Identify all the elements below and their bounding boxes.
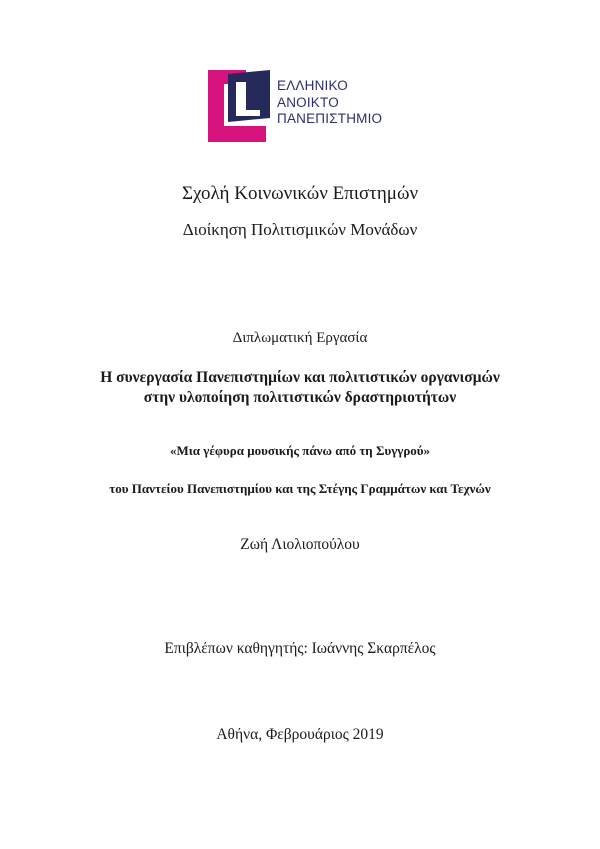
thesis-subtitle-line-1: «Μια γέφυρα μουσικής πάνω από τη Συγγρού»: [169, 443, 431, 458]
thesis-type: Διπλωματική Εργασία: [232, 330, 368, 346]
logo-line-3: ΠΑΝΕΠΙΣΤΗΜΙΟ: [277, 111, 383, 126]
logo-line-2: ΑΝΟΙΚΤΟ: [277, 94, 339, 110]
logo-line-1: ΕΛΛΗΝΙΚΟ: [277, 78, 348, 93]
thesis-title-line-2: στην υλοποίηση πολιτιστικών δραστηριοτήτων: [143, 389, 457, 406]
supervisor: Επιβλέπων καθηγητής: Ιωάννης Σκαρπέλος: [164, 640, 436, 657]
author-name: Ζωή Λιολιοπούλου: [240, 536, 360, 553]
university-logo-mark-icon: [208, 70, 280, 142]
university-logo: [208, 70, 398, 142]
university-logo-wordmark: [277, 78, 382, 128]
school-name: Σχολή Κοινωνικών Επιστημών: [181, 183, 419, 204]
thesis-subtitle-line-2: του Παντείου Πανεπιστημίου και της Στέγης Γραμμάτων και Τεχνών: [109, 481, 491, 496]
department-name: Διοίκηση Πολιτισμικών Μονάδων: [182, 220, 418, 239]
thesis-title-line-1: Η συνεργασία Πανεπιστημίων και πολιτιστικών οργανισμών: [100, 369, 500, 386]
place-and-date: Αθήνα, Φεβρουάριος 2019: [216, 726, 384, 743]
